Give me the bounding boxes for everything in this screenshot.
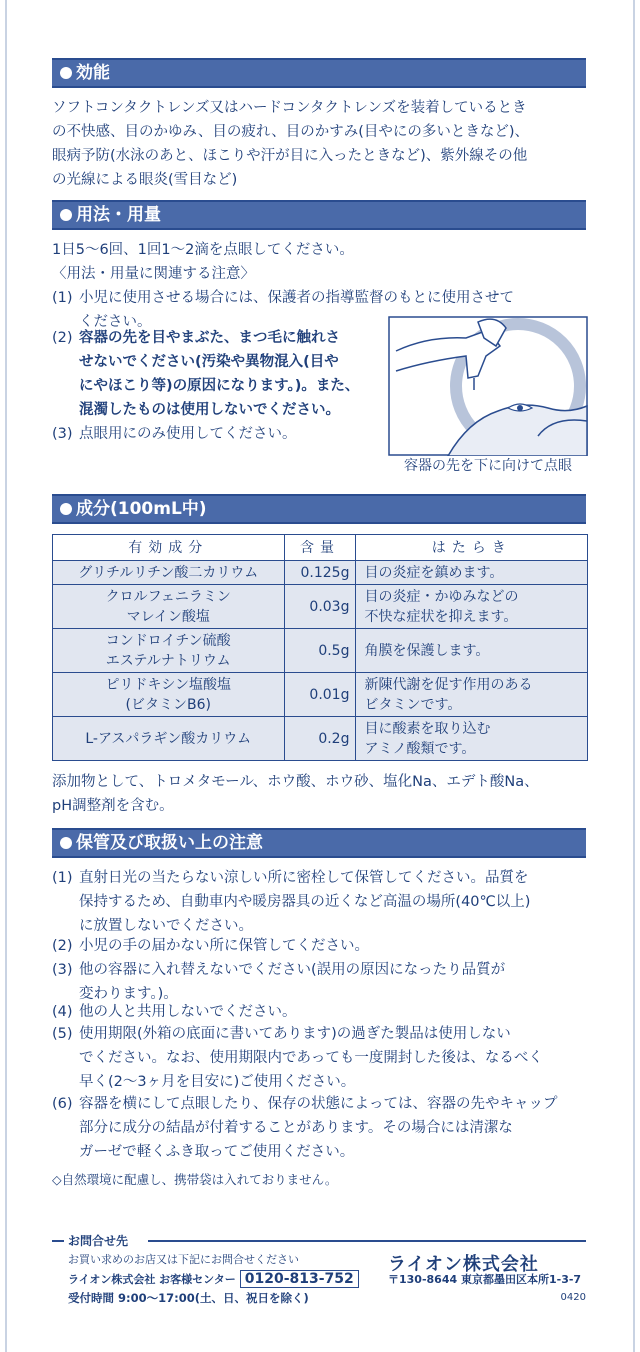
footer-rule-left [52,1240,64,1242]
dosage-note-2: (2) 容器の先を目やまぶた、まつ毛に触れさ せないでください(汚染や異物混入(目や にやほこり等)の原因になります。)。また、 混濁したものは使用しないでください。 [52,330,360,418]
page-edge-left [5,0,7,1352]
footer-rule [148,1240,586,1242]
eye-drop-illustration [388,316,588,456]
table-row: コンドロイチン硫酸 エステルナトリウム 0.5g 角膜を保護します。 [53,629,588,673]
table-header-row: 有効成分 含量 はたらき [53,535,588,561]
efficacy-heading: 効能 [52,58,586,88]
ingredients-heading: 成分(100mL中) [52,494,586,524]
company-logo-text: ライオン株式会社 [388,1254,539,1275]
illustration-caption: 容器の先を下に向けて点眼 [404,458,572,474]
additives-text: 添加物として、トロメタモール、ホウ酸、ホウ砂、塩化Na、エデト酸Na、 pH調整剤を含む。 [52,774,539,814]
phone-number: 0120-813-752 [240,1270,359,1288]
storage-heading: 保管及び取扱い上の注意 [52,828,586,858]
storage-note-5: (5) 使用期限(外箱の底面に書いてあります)の過ぎた製品は使用しない でください。なお、使用期限内であっても一度開封した後は、なるべく 早く(2～3ヶ月を目安に)ご使用ください。 [52,1026,543,1090]
bullet-dot-icon [60,503,72,515]
bullet-dot-icon [60,67,72,79]
customer-center: ライオン株式会社 お客様センター 0120-813-752 [68,1270,359,1288]
document-code: 0420 [560,1292,586,1303]
bullet-dot-icon [60,209,72,221]
page-edge-right [633,0,635,1352]
company-address: 〒130-8644 東京都墨田区本所1-3-7 [388,1273,582,1286]
ingredients-table [52,534,588,761]
reception-hours: 受付時間 9:00～17:00(土、日、祝日を除く) [68,1291,309,1305]
dosage-text: 1日5～6回、1回1～2滴を点眼してください。 〈用法・用量に関連する注意〉 [52,242,354,282]
bullet-dot-icon [60,837,72,849]
storage-note-6: (6) 容器を横にして点眼したり、保存の状態によっては、容器の先やキャップ 部分に成分の結晶が付着することがあります。その場合には清潔な ガーゼで軽くふき取ってご使用ください。 [52,1096,558,1160]
dosage-note-3: (3) 点眼用にのみ使用してください。 [52,426,297,442]
table-row: グリチルリチン酸二カリウム 0.125g 目の炎症を鎮めます。 [53,561,588,585]
storage-note-1: (1) 直射日光の当たらない涼しい所に密栓して保管してください。品質を 保持するため、自動車内や暖房器具の近くなど高温の場所(40℃以上) に放置しないでください。 [52,870,531,934]
efficacy-text: ソフトコンタクトレンズ又はハードコンタクトレンズを装着しているとき の不快感、目のかゆみ、目の疲れ、目のかすみ(目やにの多いときなど)、 眼病予防(水泳のあと、ほこりや汗が目に入ったときなど)、紫外線その他 の光線による眼炎(雪目など) [52,100,530,188]
environment-note: ◇自然環境に配慮し、携帯袋は入れておりません。 [52,1172,338,1187]
contact-instruction: お買い求めのお店又は下記にお問合せください [68,1253,299,1266]
table-row: ピリドキシン塩酸塩 (ビタミンB6) 0.01g 新陳代謝を促す作用のある ビタミンです。 [53,673,588,717]
table-row: L-アスパラギン酸カリウム 0.2g 目に酸素を取り込む アミノ酸類です。 [53,717,588,761]
storage-note-3: (3) 他の容器に入れ替えないでください(誤用の原因になったり品質が 変わります。)。 [52,962,506,1002]
dosage-heading: 用法・用量 [52,200,586,230]
table-row: クロルフェニラミン マレイン酸塩 0.03g 目の炎症・かゆみなどの 不快な症状を抑えます。 [53,585,588,629]
dosage-note-1: (1) 小児に使用させる場合には、保護者の指導監督のもとに使用させて ください。 [52,290,514,330]
contact-label: お問合せ先 [68,1234,129,1248]
storage-note-2: (2) 小児の手の届かない所に保管してください。 [52,938,369,954]
storage-note-4: (4) 他の人と共用しないでください。 [52,1004,297,1020]
